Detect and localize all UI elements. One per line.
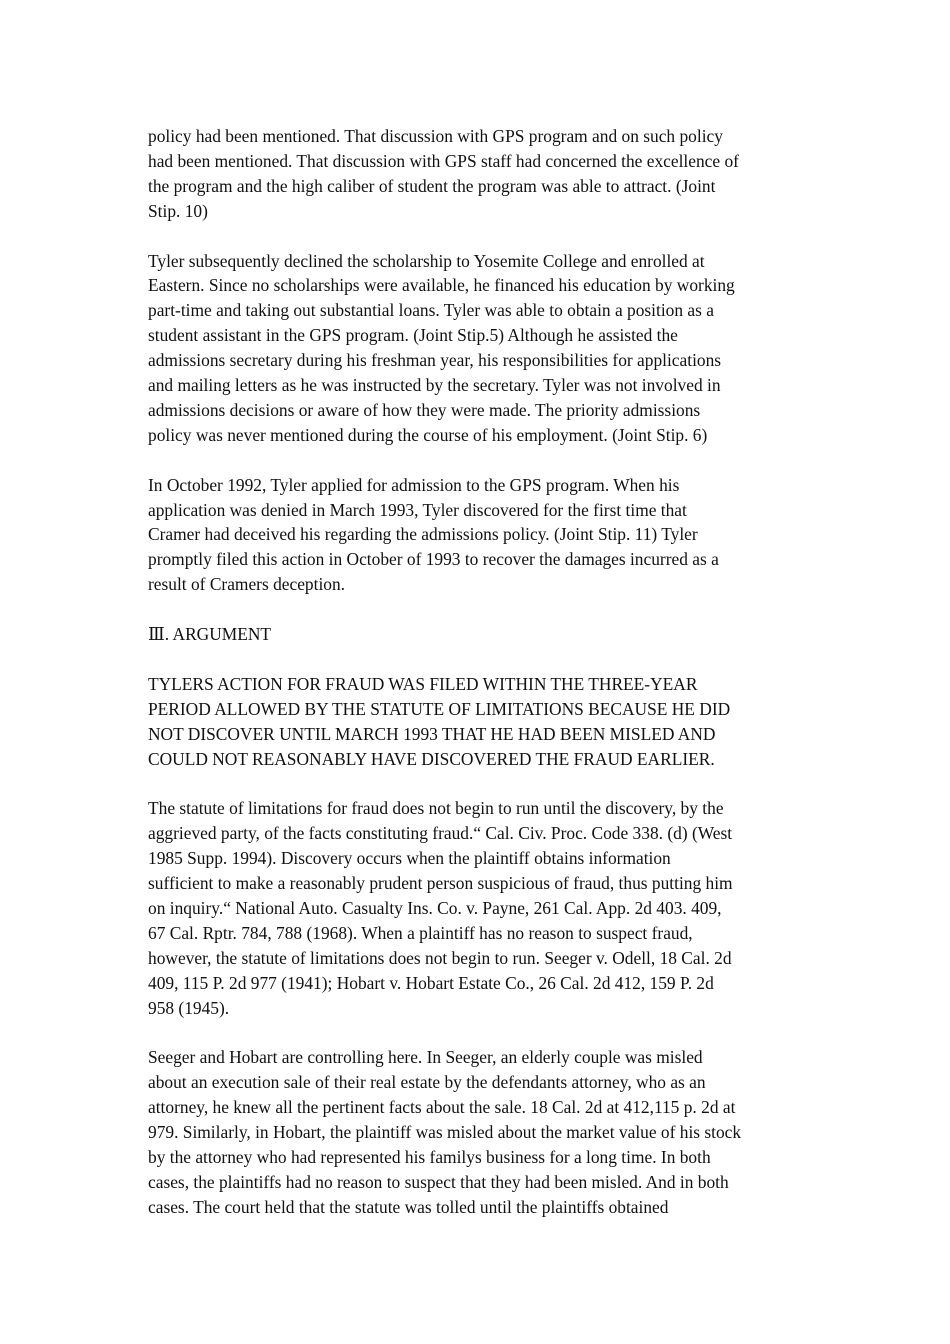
text-line: admissions decisions or aware of how they were made. The priority admissions bbox=[148, 399, 701, 420]
paragraph-tyler-enrollment bbox=[148, 249, 810, 448]
text-line: policy was never mentioned during the course of his employment. (Joint Stip. 6) bbox=[148, 424, 708, 445]
text-line: 958 (1945). bbox=[148, 997, 230, 1018]
text-line: 979. Similarly, in Hobart, the plaintiff was misled about the market value of his stock bbox=[148, 1122, 742, 1143]
argument-point-heading bbox=[148, 672, 810, 772]
text-line: Stip. 10) bbox=[148, 200, 208, 221]
paragraph-seeger-hobart bbox=[148, 1045, 810, 1219]
text-line: Eastern. Since no scholarships were available, he financed his education by working bbox=[148, 275, 735, 296]
text-line: and mailing letters as he was instructed by the secretary. Tyler was not involved in bbox=[148, 375, 721, 396]
document-page bbox=[148, 124, 810, 1245]
text-line: TYLERS ACTION FOR FRAUD WAS FILED WITHIN THE THREE-YEAR bbox=[148, 673, 698, 694]
text-line: 409, 115 P. 2d 977 (1941); Hobart v. Hobart Estate Co., 26 Cal. 2d 412, 159 P. 2d bbox=[148, 972, 714, 993]
paragraph-policy-discussion bbox=[148, 124, 810, 224]
text-line: however, the statute of limitations does not begin to run. Seeger v. Odell, 18 Cal. 2d bbox=[148, 947, 732, 968]
text-line: on inquiry.“ National Auto. Casualty Ins. Co. v. Payne, 261 Cal. App. 2d 403. 409, bbox=[148, 898, 722, 919]
text-line: PERIOD ALLOWED BY THE STATUTE OF LIMITATIONS BECAUSE HE DID bbox=[148, 698, 731, 719]
text-line: cases, the plaintiffs had no reason to suspect that they had been misled. And in both bbox=[148, 1171, 729, 1192]
text-line: sufficient to make a reasonably prudent person suspicious of fraud, thus putting him bbox=[148, 873, 733, 894]
text-line: had been mentioned. That discussion with GPS staff had concerned the excellence of bbox=[148, 150, 739, 171]
paragraph-statute-of-limitations bbox=[148, 796, 810, 1020]
text-line: student assistant in the GPS program. (Joint Stip.5) Although he assisted the bbox=[148, 325, 678, 346]
heading-text: Ⅲ. ARGUMENT bbox=[148, 624, 272, 645]
text-line: NOT DISCOVER UNTIL MARCH 1993 THAT HE HAD BEEN MISLED AND bbox=[148, 723, 716, 744]
text-line: part-time and taking out substantial loans. Tyler was able to obtain a position as a bbox=[148, 300, 714, 321]
text-line: by the attorney who had represented his familys business for a long time. In both bbox=[148, 1147, 711, 1168]
text-line: admissions secretary during his freshman year, his responsibilities for applications bbox=[148, 350, 722, 371]
text-line: attorney, he knew all the pertinent facts about the sale. 18 Cal. 2d at 412,115 p. 2d at bbox=[148, 1097, 736, 1118]
text-line: policy had been mentioned. That discussion with GPS program and on such policy bbox=[148, 126, 723, 146]
text-line: 67 Cal. Rptr. 784, 788 (1968). When a plaintiff has no reason to suspect fraud, bbox=[148, 922, 693, 943]
section-heading-argument bbox=[148, 622, 810, 647]
text-line: Tyler subsequently declined the scholarship to Yosemite College and enrolled at bbox=[148, 250, 705, 271]
text-line: application was denied in March 1993, Tyler discovered for the first time that bbox=[148, 499, 687, 520]
text-line: Cramer had deceived his regarding the admissions policy. (Joint Stip. 11) Tyler bbox=[148, 524, 698, 545]
text-line: In October 1992, Tyler applied for admission to the GPS program. When his bbox=[148, 474, 680, 495]
text-line: COULD NOT REASONABLY HAVE DISCOVERED THE FRAUD EARLIER. bbox=[148, 748, 715, 769]
text-line: the program and the high caliber of student the program was able to attract. (Joint bbox=[148, 175, 716, 196]
paragraph-application-denied bbox=[148, 473, 810, 598]
text-line: cases. The court held that the statute was tolled until the plaintiffs obtained bbox=[148, 1196, 669, 1217]
text-line: about an execution sale of their real estate by the defendants attorney, who as an bbox=[148, 1072, 706, 1093]
text-line: The statute of limitations for fraud does not begin to run until the discovery, by the bbox=[148, 798, 724, 819]
text-line: result of Cramers deception. bbox=[148, 574, 346, 595]
text-line: 1985 Supp. 1994). Discovery occurs when the plaintiff obtains information bbox=[148, 848, 671, 869]
text-line: promptly filed this action in October of 1993 to recover the damages incurred as a bbox=[148, 549, 719, 570]
text-line: Seeger and Hobart are controlling here. In Seeger, an elderly couple was misled bbox=[148, 1047, 703, 1068]
text-line: aggrieved party, of the facts constituting fraud.“ Cal. Civ. Proc. Code 338. (d) (West bbox=[148, 823, 733, 844]
